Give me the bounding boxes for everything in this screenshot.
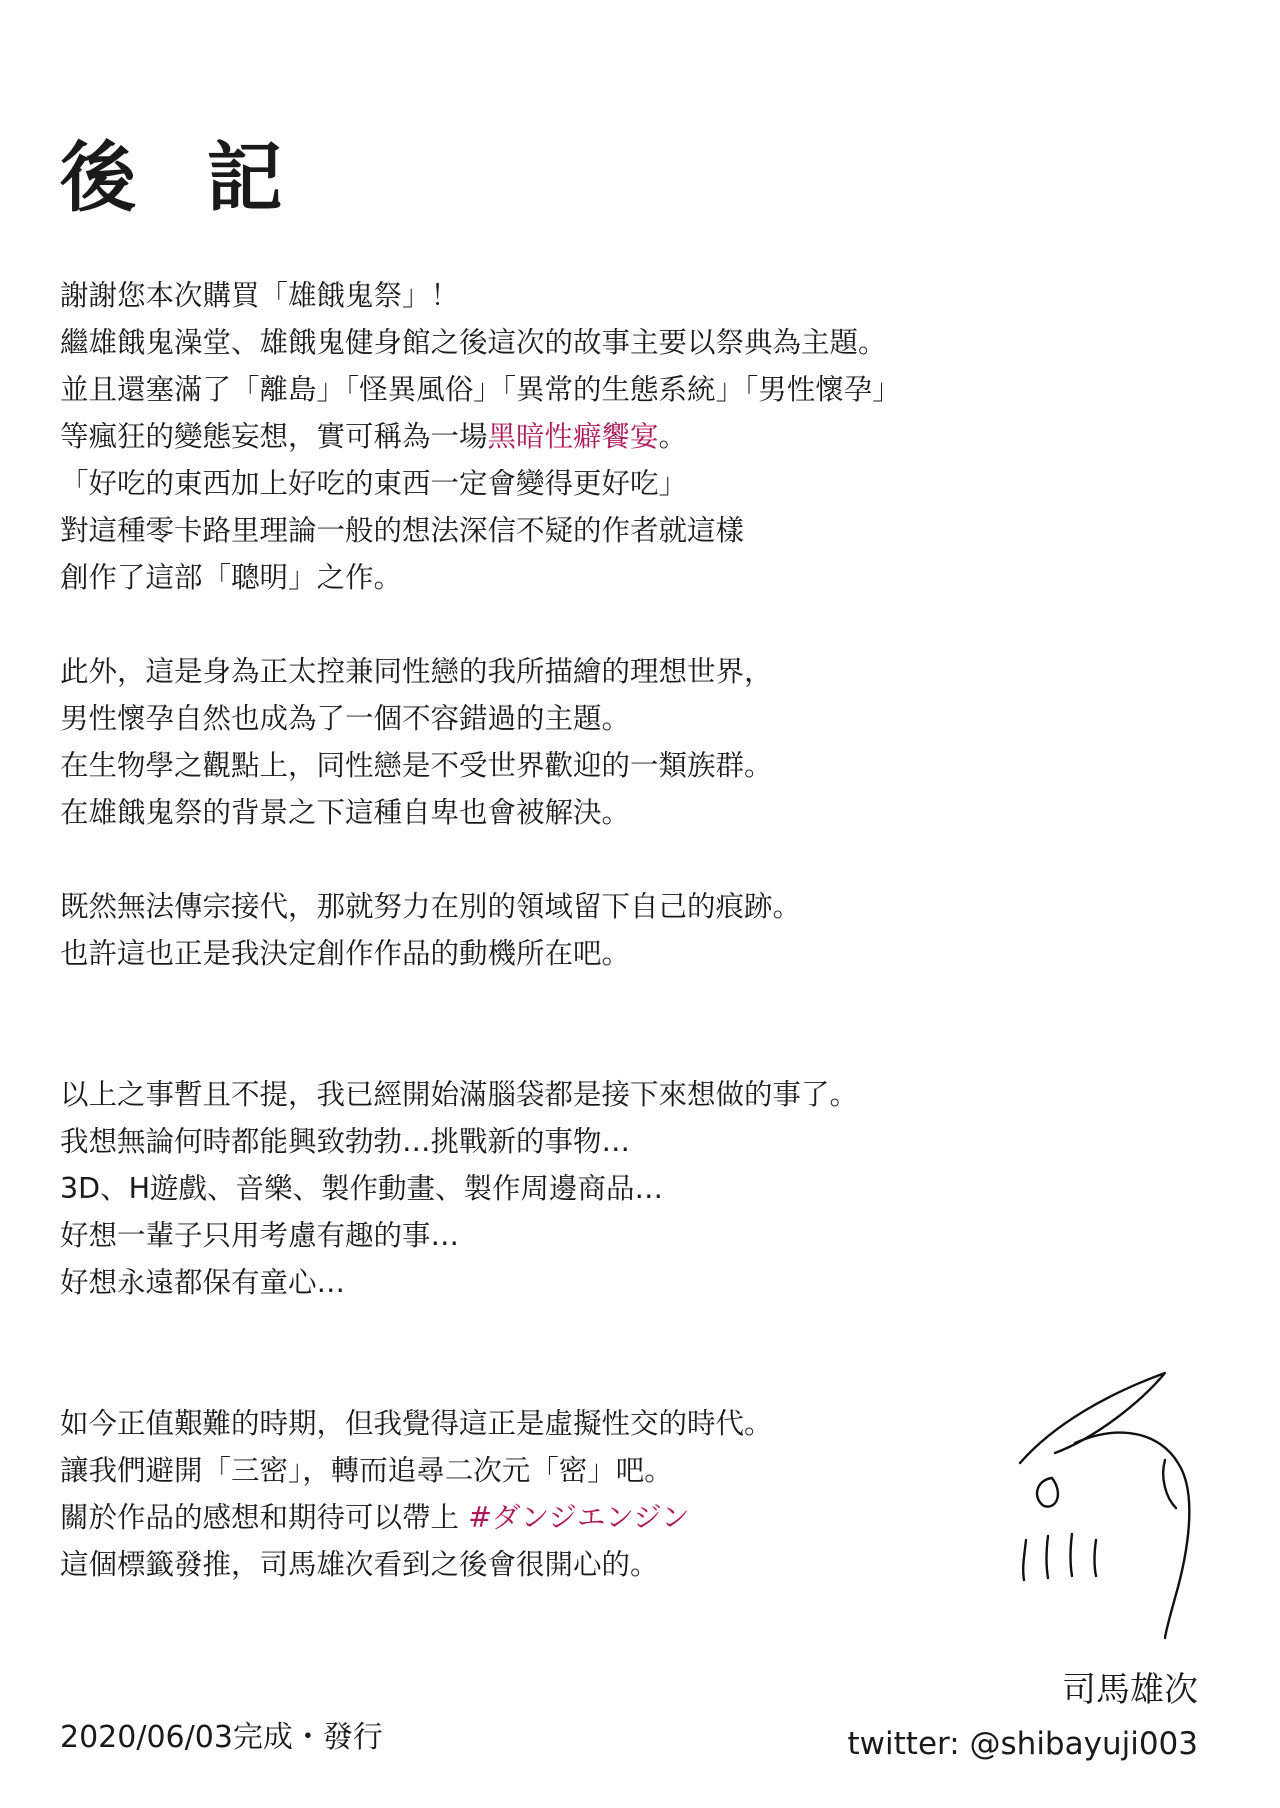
page-title: 後 記	[60, 133, 305, 222]
text-line: 在雄餓鬼祭的背景之下這種自卑也會被解決。	[60, 796, 631, 829]
text-line: 這個標籤發推，司馬雄次看到之後會很開心的。	[60, 1548, 659, 1581]
paragraph	[60, 1400, 1160, 1588]
paragraph	[60, 272, 1160, 601]
text-line: 「好吃的東西加上好吃的東西一定會變得更好吃」	[60, 467, 688, 500]
afterword-body	[60, 272, 1160, 1588]
paragraph	[60, 883, 1160, 977]
text-line: 如今正值艱難的時期，但我覺得這正是虛擬性交的時代。	[60, 1407, 773, 1440]
paragraph	[60, 648, 1160, 836]
text-line: 創作了這部「聰明」之作。	[60, 561, 403, 594]
text-line: 3D、H遊戲、音樂、製作動畫、製作周邊商品…	[60, 1172, 664, 1205]
text-line: 在生物學之觀點上，同性戀是不受世界歡迎的一類族群。	[60, 749, 773, 782]
text-line: 關於作品的感想和期待可以帶上 #ダンジエンジン	[60, 1501, 690, 1534]
text-line: 此外，這是身為正太控兼同性戀的我所描繪的理想世界，	[60, 655, 773, 688]
text-line: 並且還塞滿了「離島」「怪異風俗」「異常的生態系統」「男性懷孕」	[60, 373, 901, 406]
text-line: 謝謝您本次購買「雄餓鬼祭」！	[60, 279, 460, 312]
twitter-handle: twitter: @shibayuji003	[847, 1726, 1198, 1762]
text-line: 好想一輩子只用考慮有趣的事…	[60, 1219, 460, 1252]
text-line: 讓我們避開「三密」，轉而追尋二次元「密」吧。	[60, 1454, 673, 1487]
signature-icon	[1000, 1368, 1220, 1668]
text-line: 以上之事暫且不提，我已經開始滿腦袋都是接下來想做的事了。	[60, 1078, 859, 1111]
hashtag-text: #ダンジエンジン	[468, 1501, 690, 1534]
text-line: 也許這也正是我決定創作作品的動機所在吧。	[60, 937, 631, 970]
text-line: 繼雄餓鬼澡堂、雄餓鬼健身館之後這次的故事主要以祭典為主題。	[60, 326, 887, 359]
author-name: 司馬雄次	[1062, 1670, 1198, 1710]
text-line: 好想永遠都保有童心…	[60, 1266, 346, 1299]
text-line: 對這種零卡路里理論一般的想法深信不疑的作者就這樣	[60, 514, 745, 547]
text-line: 等瘋狂的變態妄想，實可稱為一場黑暗性癖饗宴。	[60, 420, 688, 453]
text-line: 我想無論何時都能興致勃勃…挑戰新的事物…	[60, 1125, 631, 1158]
text-line: 男性懷孕自然也成為了一個不容錯過的主題。	[60, 702, 631, 735]
publish-date: 2020/06/03完成・發行	[60, 1720, 383, 1755]
paragraph	[60, 1071, 1160, 1306]
highlight-text: 黑暗性癖饗宴	[487, 420, 659, 453]
text-line: 既然無法傳宗接代，那就努力在別的領域留下自己的痕跡。	[60, 890, 802, 923]
